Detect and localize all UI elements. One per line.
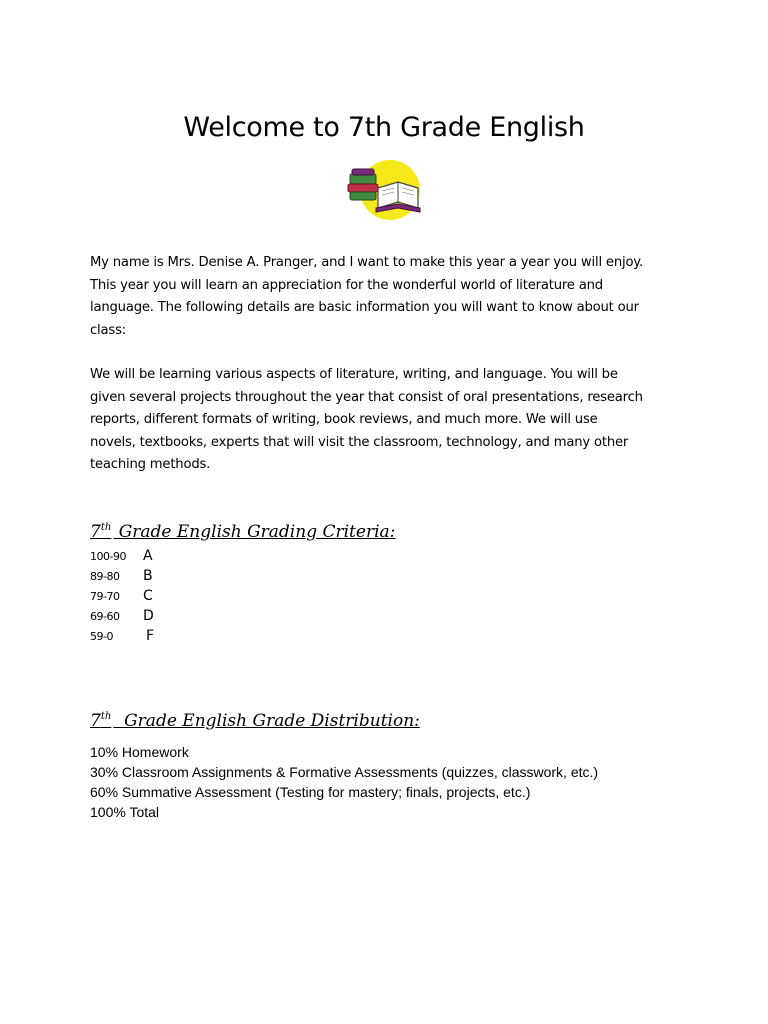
grade-letter: F [146,628,155,644]
overview-line: given several projects throughout the year that consist of oral presentations, research [90,389,643,405]
heading-number: 7 [90,711,101,731]
books-icon [344,158,424,228]
grade-range: 59-0 [90,630,113,643]
heading-number: 7 [90,522,101,542]
grade-letter: C [143,588,153,604]
grade-range: 89-80 [90,570,120,583]
page-title: Welcome to 7th Grade English [183,112,585,143]
grade-row [90,608,210,628]
intro-line: This year you will learn an appreciation for the wonderful world of literature and [90,277,603,293]
grading-scale [90,548,210,648]
intro-paragraph [90,252,690,342]
overview-line: novels, textbooks, experts that will visit the classroom, technology, and many other [90,434,629,450]
heading-superscript: th [100,522,112,533]
grade-range: 79-70 [90,590,120,603]
heading-text: Grade English Grade Distribution: [113,711,420,731]
grade-row [90,588,210,608]
heading-superscript: th [100,711,112,722]
intro-line: My name is Mrs. Denise A. Pranger, and I want to make this year a year you will enjoy. [90,255,644,270]
overview-paragraph [90,364,690,477]
distribution-item: 30% Classroom Assignments & Formative Assessments (quizzes, classwork, etc.) [90,764,599,780]
overview-line: reports, different formats of writing, book reviews, and much more. We will use [90,412,598,427]
grade-row [90,548,210,568]
grade-row [90,628,210,648]
distribution-item: 10% Homework [90,744,189,760]
grade-letter: D [143,608,154,624]
distribution-item: 60% Summative Assessment (Testing for mastery; finals, projects, etc.) [90,784,531,800]
grade-row [90,568,210,588]
grade-distribution-heading [90,711,420,731]
grade-letter: B [143,568,153,584]
intro-line: language. The following details are basic information you will want to know about our [90,300,639,315]
intro-line: class: [90,322,126,338]
distribution-item: 100% Total [90,804,160,820]
grade-distribution-list [90,742,598,822]
heading-text: Grade English Grading Criteria: [113,522,396,542]
overview-line: We will be learning various aspects of literature, writing, and language. You will be [90,367,618,382]
grading-criteria-heading [90,522,395,542]
grade-range: 100-90 [90,550,126,563]
overview-line: teaching methods. [90,457,211,472]
grade-letter: A [143,548,153,564]
grade-range: 69-60 [90,610,120,623]
